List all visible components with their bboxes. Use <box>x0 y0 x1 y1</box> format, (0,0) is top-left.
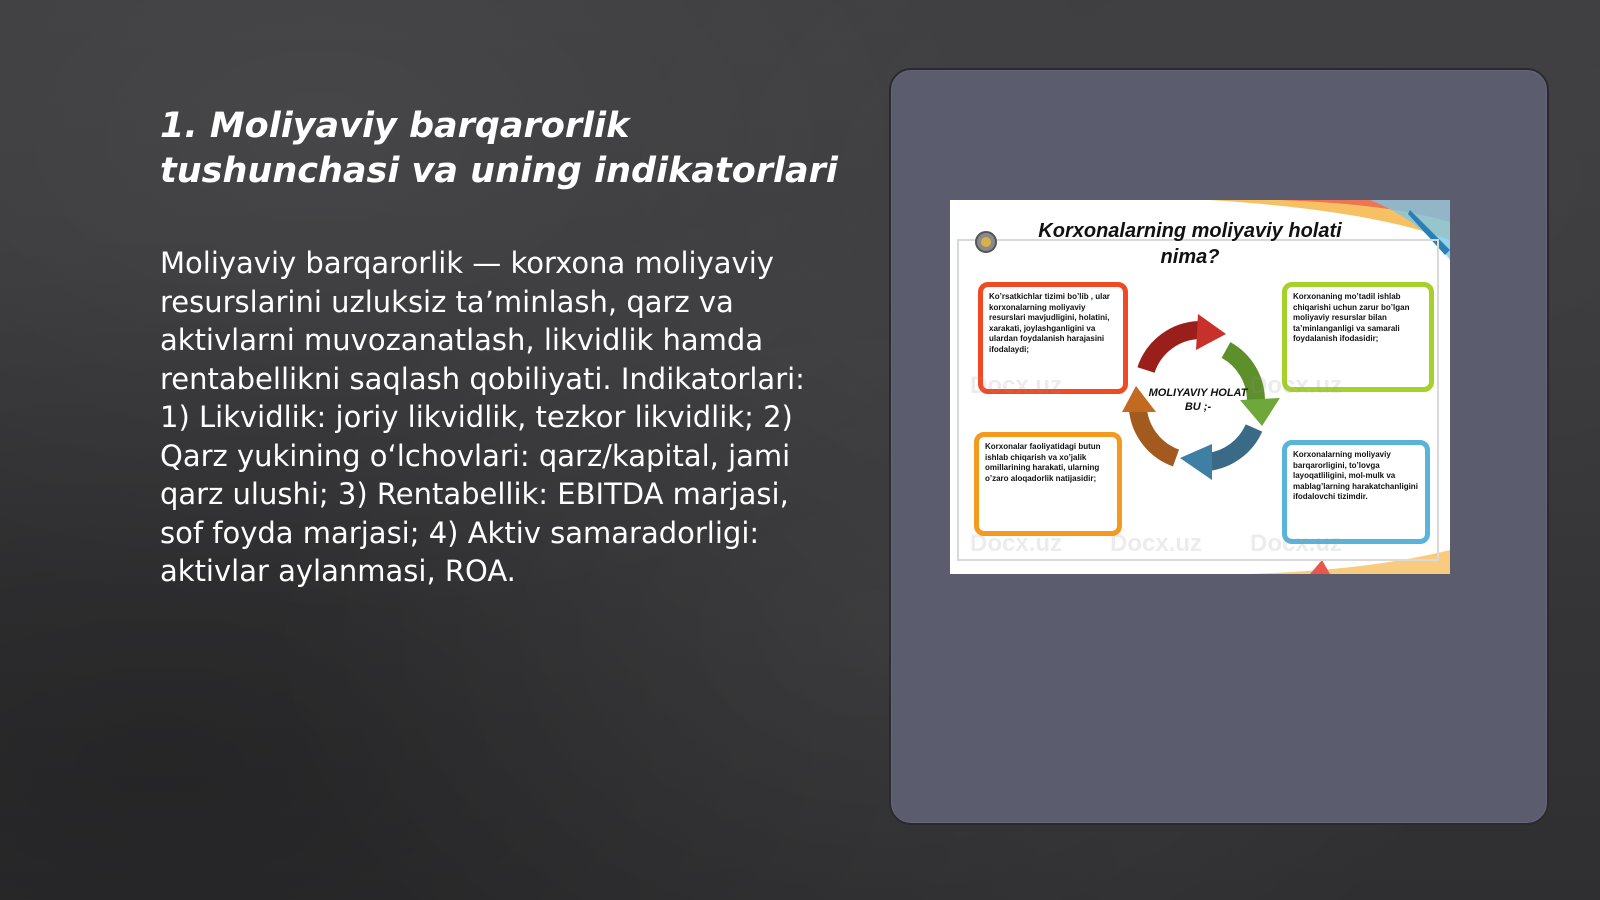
diagram-center-label: MOLIYAVIY HOLAT BU ;- <box>1148 387 1248 413</box>
watermark: Docx.uz <box>970 372 1063 399</box>
diagram-box-bottom-left: Korxonalar faoliyatidagi butun ishlab chiqarish va xo’jalik omillarining harakati, ularning o’zaro aloqadorlik natijasidir; <box>974 432 1122 536</box>
diagram-box-top-left: Ko’rsatkichlar tizimi bo’lib , ular korxonalarning moliyaviy resurslari mavjudligini, holatini, xarakati, joylashganligini va ulardan foydalanish harajasini ifodalaydi; <box>978 282 1128 394</box>
slide-body-text: Moliyaviy barqarorlik — korxona moliyaviy resurslarini uzluksiz ta’minlash, qarz va aktivlarni muvozanatlash, likvidlik hamda rentabellikni saqlash qobiliyati. Indikatorlari: 1) Likvidlik: joriy likvidlik, tezkor likvidlik; 2) Qarz yukining o‘lchovlari: qarz/kapital, jami qarz ulushi; 3) Rentabellik: EBITDA marjasi, sof foyda marjasi; 4) Aktiv samaradorligi: aktivlar aylanmasi, ROA. <box>160 246 805 588</box>
watermark: Docx.uz <box>1250 530 1343 557</box>
diagram-title: Korxonalarning moliyaviy holati nima? <box>1038 220 1342 268</box>
diagram-box-top-right: Korxonaning mo’tadil ishlab chiqarishi uchun zarur bo’lgan moliyaviy resurslar bilan ta’minlanganligi va samarali foydalanish ifodasidir; <box>1282 282 1434 392</box>
watermark: Docx.uz <box>1110 530 1203 557</box>
embedded-diagram-image <box>950 200 1450 574</box>
slide-title: 1. Moliyaviy barqarorlik tushunchasi va uning indikatorlari <box>160 106 838 191</box>
watermark: Docx.uz <box>1250 372 1343 399</box>
diagram-box-bottom-right: Korxonalarning moliyaviy barqarorligini, to’lovga layoqatliligini, mol-mulk va mablag’larning harakatchanligini ifodalovchi tizimdir. <box>1282 440 1430 544</box>
watermark: Docx.uz <box>970 530 1063 557</box>
